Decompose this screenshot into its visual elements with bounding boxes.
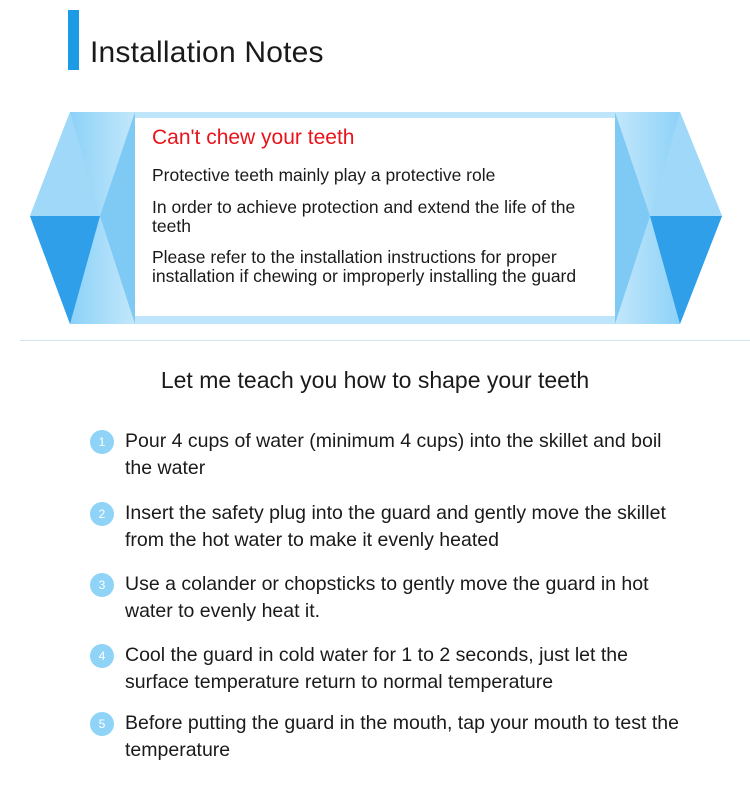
step-text: Before putting the guard in the mouth, tap your mouth to test the temperature <box>125 712 679 761</box>
step-number-badge: 2 <box>90 502 114 526</box>
note-line: Protective teeth mainly play a protective role <box>152 165 496 185</box>
step-number-badge: 4 <box>90 644 114 668</box>
note-line: Please refer to the installation instructions for proper installation if chewing or improperly installing the guard <box>152 247 577 286</box>
page-title: Installation Notes <box>90 36 324 69</box>
step-number-badge: 5 <box>90 712 114 736</box>
note-line: In order to achieve protection and extend the life of the teeth <box>152 197 576 236</box>
step-text: Cool the guard in cold water for 1 to 2 seconds, just let the surface temperature return to normal temperature <box>125 644 628 693</box>
step-number-badge: 1 <box>90 430 114 454</box>
step-number-badge: 3 <box>90 573 114 597</box>
section-title: Let me teach you how to shape your teeth <box>160 367 590 393</box>
step-text: Use a colander or chopsticks to gently move the guard in hot water to evenly heat it. <box>125 573 649 622</box>
notes-heading: Can't chew your teeth <box>152 126 355 149</box>
step-text: Pour 4 cups of water (minimum 4 cups) into the skillet and boil the water <box>125 430 662 479</box>
step-text: Insert the safety plug into the guard and gently move the skillet from the hot water to make it evenly heated <box>125 502 666 551</box>
